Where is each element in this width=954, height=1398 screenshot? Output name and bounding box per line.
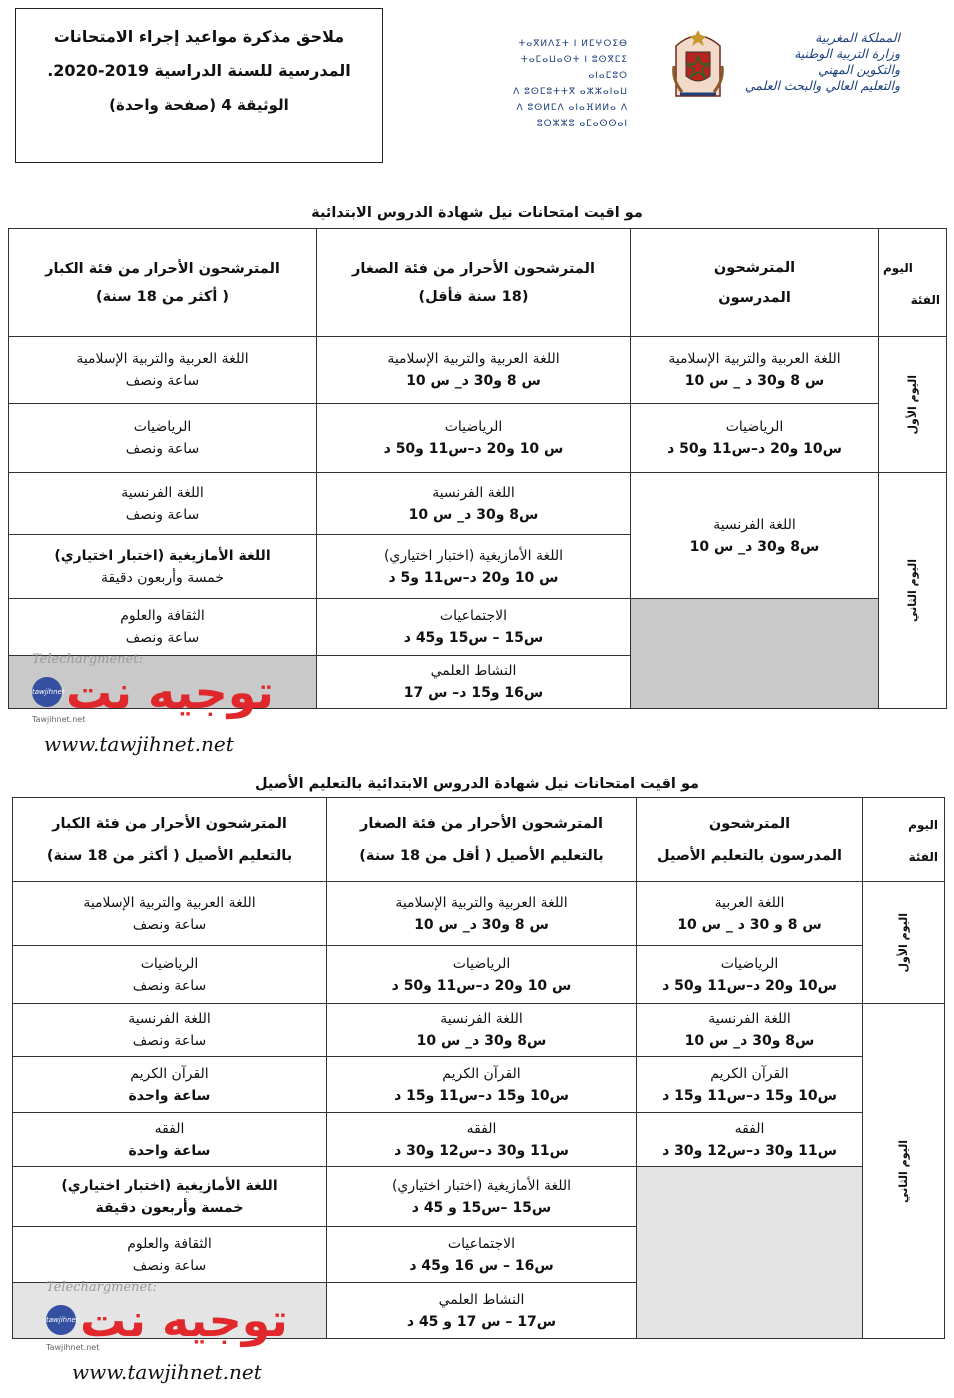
header-young: المترشحون الأحرار من فئة الصغار (18 سنة فأقل) — [317, 229, 631, 337]
header-schooled: المترشحون المدرسون — [631, 229, 879, 337]
ministry-line: وزارة التربية الوطنية — [794, 46, 900, 61]
header-adult: المترشحون الأحرار من فئة الكبار بالتعليم الأصيل ( أكثر من 18 سنة) — [13, 798, 327, 882]
cell: اللغة العربية س 8 و 30 د _ س 10 — [637, 882, 863, 946]
header-schooled: المترشحون المدرسون بالتعليم الأصيل — [637, 798, 863, 882]
tawjihnet-logo-icon: tawjihnet — [32, 677, 62, 707]
tifinagh-line: ⴷ ⵓⵙⵎⵓⵜⵜⴳ ⴰⵣⵣⴰⵏⴰⵡ — [513, 87, 628, 97]
tifinagh-line: ⴷ ⵓⵙⵍⵎⴷ ⴰⵏⴰⴼⵍⵍⴰ ⴷ ⵓⵔⵣⵣⵓ ⴰⵎⴰⵙⵙⴰⵏ — [516, 103, 628, 129]
ministry-line: والتكوين المهني — [818, 62, 900, 77]
corner-day: اليوم — [908, 817, 938, 832]
tifinagh-line: ⵜⴰⴳⵍⴷⵉⵜ ⵏ ⵍⵎⵖⵔⵉⴱ — [518, 39, 628, 49]
cell: الاجتماعيات س16 – س 16 و45 د — [327, 1227, 637, 1283]
corner-cell — [863, 798, 945, 882]
header-young: المترشحون الأحرار من فئة الصغار بالتعليم الأصيل ( أقل من 18 سنة) — [327, 798, 637, 882]
cell: اللغة الفرنسية س8 و30 د_ س 10 — [317, 473, 631, 535]
coat-of-arms-icon — [670, 26, 726, 102]
cell: اللغة الأمازيغية (اختبار اختياري) س15 –س15 و 45 د — [327, 1167, 637, 1227]
cell: اللغة العربية والتربية الإسلامية س 8 و30 د_ س 10 — [327, 882, 637, 946]
watermark-url: www.tawjihnet.net — [44, 732, 234, 756]
corner-day: اليوم — [883, 260, 913, 275]
cell: الثقافة والعلوم ساعة ونصف — [13, 1227, 327, 1283]
cell: الرياضيات ساعة ونصف — [9, 404, 317, 473]
memo-line-3: الوثيقة 4 (صفحة واحدة) — [109, 96, 289, 114]
day1-cell: اليوم الأول — [879, 337, 947, 473]
cell: الرياضيات س 10 و20 د–س11 و50 د — [327, 946, 637, 1004]
day2-cell: اليوم الثاني — [863, 1004, 945, 1339]
ministry-line: المملكة المغربية — [815, 30, 900, 45]
cell: اللغة الفرنسية س8 و30 د_ س 10 — [637, 1004, 863, 1057]
memo-box — [15, 8, 383, 163]
cell: اللغة الفرنسية ساعة ونصف — [9, 473, 317, 535]
tifinagh-header — [500, 36, 628, 132]
cell: الفقه ساعة واحدة — [13, 1113, 327, 1167]
watermark-label: Telechargmenet: — [32, 652, 143, 667]
cell: الفقه س11 و30 د–س12 و30 د — [327, 1113, 637, 1167]
empty-shaded-cell — [637, 1167, 863, 1339]
corner-category: الفئة — [908, 849, 938, 864]
tawjihnet-logo-icon: tawjihnet — [46, 1305, 76, 1335]
watermark-url: www.tawjihnet.net — [72, 1360, 262, 1384]
cell: الرياضيات س10 و20 د–س11 و50 د — [631, 404, 879, 473]
watermark-small: Tawjihnet.net — [32, 715, 86, 724]
cell: اللغة الفرنسية س8 و30 د_ س 10 — [327, 1004, 637, 1057]
cell: القرآن الكريم ساعة واحدة — [13, 1057, 327, 1113]
watermark-brand: توجيه نت — [80, 1293, 288, 1347]
watermark-label: Telechargmenet: — [46, 1280, 157, 1295]
section1-table — [8, 228, 947, 709]
watermark-brand: توجيه نت — [66, 665, 274, 719]
header-adult: المترشحون الأحرار من فئة الكبار ( أكثر من 18 سنة) — [9, 229, 317, 337]
cell: اللغة العربية والتربية الإسلامية س 8 و30 د_ س 10 — [317, 337, 631, 404]
cell: الاجتماعيات س15 – س15 و45 د — [317, 599, 631, 656]
cell: الرياضيات س 10 و20 د–س11 و50 د — [317, 404, 631, 473]
cell: اللغة العربية والتربية الإسلامية ساعة ونصف — [13, 882, 327, 946]
cell: الثقافة والعلوم ساعة ونصف — [9, 599, 317, 656]
section2-table — [12, 797, 945, 1339]
cell: اللغة الفرنسية ساعة ونصف — [13, 1004, 327, 1057]
day1-cell: اليوم الأول — [863, 882, 945, 1004]
cell: النشاط العلمي س17 – س 17 و 45 د — [327, 1283, 637, 1339]
cell: اللغة العربية والتربية الإسلامية س 8 و30 د _ س 10 — [631, 337, 879, 404]
watermark-2 — [46, 1280, 288, 1352]
watermark-1 — [32, 652, 274, 724]
cell: النشاط العلمي س16 و15 د– س 17 — [317, 656, 631, 709]
corner-cell — [879, 229, 947, 337]
watermark-small: Tawjihnet.net — [46, 1343, 100, 1352]
section1-title: مو اقيت امتحانات نيل شهادة الدروس الابتدائية — [311, 205, 643, 221]
cell: اللغة الأمازيغية (اختبار اختياري) خمسة وأربعون دقيقة — [13, 1167, 327, 1227]
ministry-header — [730, 30, 900, 94]
cell: الرياضيات ساعة ونصف — [13, 946, 327, 1004]
cell: اللغة الأمازيغية (اختبار اختياري) خمسة وأربعون دقيقة — [9, 535, 317, 599]
ministry-line: والتعليم العالي والبحث العلمي — [744, 78, 900, 93]
tifinagh-line: ⵜⴰⵎⴰⵡⴰⵙⵜ ⵏ ⵓⵙⴳⵎⵉ ⴰⵏⴰⵎⵓⵔ — [520, 55, 628, 81]
cell: اللغة الفرنسية س8 و30 د_ س 10 — [631, 473, 879, 599]
cell: اللغة الأمازيغية (اختبار اختياري) س 10 و20 د–س11 و5 د — [317, 535, 631, 599]
cell: الفقه س11 و30 د–س12 و30 د — [637, 1113, 863, 1167]
memo-line-2: المدرسية للسنة الدراسية 2019-2020. — [47, 61, 351, 80]
day2-cell: اليوم الثاني — [879, 473, 947, 709]
cell: القرآن الكريم س10 و15 د–س11 و15 د — [327, 1057, 637, 1113]
cell: اللغة العربية والتربية الإسلامية ساعة ونصف — [9, 337, 317, 404]
memo-line-1: ملاحق مذكرة مواعيد إجراء الامتحانات — [53, 27, 345, 46]
empty-shaded-cell — [631, 599, 879, 709]
cell: الرياضيات س10 و20 د–س11 و50 د — [637, 946, 863, 1004]
corner-category: الفئة — [910, 292, 940, 307]
section2-title: مو اقيت امتحانات نيل شهادة الدروس الابتدائية بالتعليم الأصيل — [254, 776, 700, 792]
cell: القرآن الكريم س10 و15 د–س11 و15 د — [637, 1057, 863, 1113]
